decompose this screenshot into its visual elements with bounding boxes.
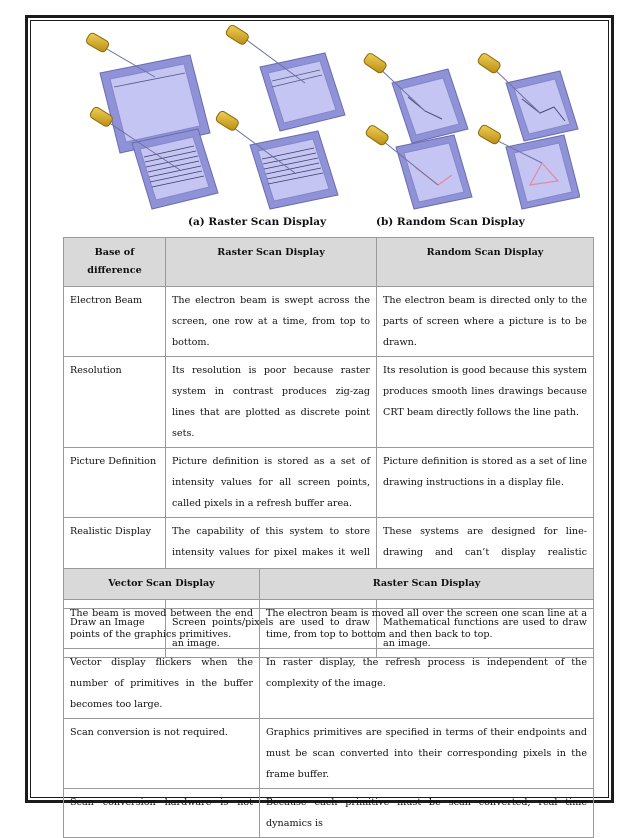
random-cell: These systems are designed for line-drawing and can’t display realistic — [377, 518, 594, 609]
table-row — [64, 719, 594, 789]
raster-cell: Screen points/pixels are used to draw an image. — [166, 609, 377, 658]
random-cell: Its resolution is good because this system produces smooth lines drawings because CRT beam directly follows the line path. — [377, 357, 594, 448]
table-header-row — [64, 569, 594, 600]
raster-cell: The electron beam is swept across the screen, one row at a time, from top to bottom. — [166, 287, 377, 357]
raster-cell: Its resolution is poor because raster system in contrast produces zig-zag lines that are plotted as discrete point sets. — [166, 357, 377, 448]
random-crt-2 — [477, 52, 578, 141]
vector-cell: Vector display flickers when the number of primitives in the buffer becomes too large. — [64, 649, 260, 719]
row-label: Realistic Display — [64, 518, 166, 609]
raster-cell: The capability of this system to store intensity values for pixel makes it well — [166, 518, 377, 609]
table-row — [64, 600, 594, 649]
raster-crt-4 — [215, 110, 338, 209]
raster-cell: The electron beam is moved all over the screen one scan line at a time, from top to bottom and then back to top. — [260, 600, 594, 649]
random-cell: Mathematical functions are used to draw an image. — [377, 609, 594, 658]
random-cell: The electron beam is directed only to the parts of screen where a picture is to be drawn. — [377, 287, 594, 357]
crt-display-illustration — [70, 25, 580, 210]
raster-cell: Because each primitive must be scan converted, real time dynamics is — [260, 789, 594, 838]
vector-cell: Scan conversion hardware is not — [64, 789, 260, 838]
header-base-of-difference: Base of difference — [64, 238, 166, 287]
raster-cell: Graphics primitives are specified in terms of their endpoints and must be scan converted into their corresponding pixels in the frame buffer. — [260, 719, 594, 789]
random-cell: Picture definition is stored as a set of line drawing instructions in a display file. — [377, 448, 594, 518]
header-raster-scan: Raster Scan Display — [166, 238, 377, 287]
caption-random-scan: (b) Random Scan Display — [376, 216, 525, 228]
table-row — [64, 357, 594, 448]
table-row — [64, 649, 594, 719]
header-raster-scan: Raster Scan Display — [260, 569, 594, 600]
vector-cell: Scan conversion is not required. — [64, 719, 260, 789]
table-row — [64, 287, 594, 357]
raster-crt-2 — [225, 25, 345, 131]
row-label: Electron Beam — [64, 287, 166, 357]
table-header-row — [64, 238, 594, 287]
vector-vs-raster-table — [63, 568, 594, 838]
row-label: Resolution — [64, 357, 166, 448]
row-label: Picture Definition — [64, 448, 166, 518]
row-label: Draw an Image — [64, 609, 166, 658]
header-random-scan: Random Scan Display — [377, 238, 594, 287]
header-vector-scan: Vector Scan Display — [64, 569, 260, 600]
caption-raster-scan: (a) Raster Scan Display — [188, 216, 327, 228]
table-row — [64, 789, 594, 838]
raster-cell: In raster display, the refresh process is independent of the complexity of the image. — [260, 649, 594, 719]
table-row — [64, 448, 594, 518]
raster-cell: Picture definition is stored as a set of intensity values for all screen points, called pixels in a refresh buffer area. — [166, 448, 377, 518]
vector-cell: The beam is moved between the end points of the graphics primitives. — [64, 600, 260, 649]
